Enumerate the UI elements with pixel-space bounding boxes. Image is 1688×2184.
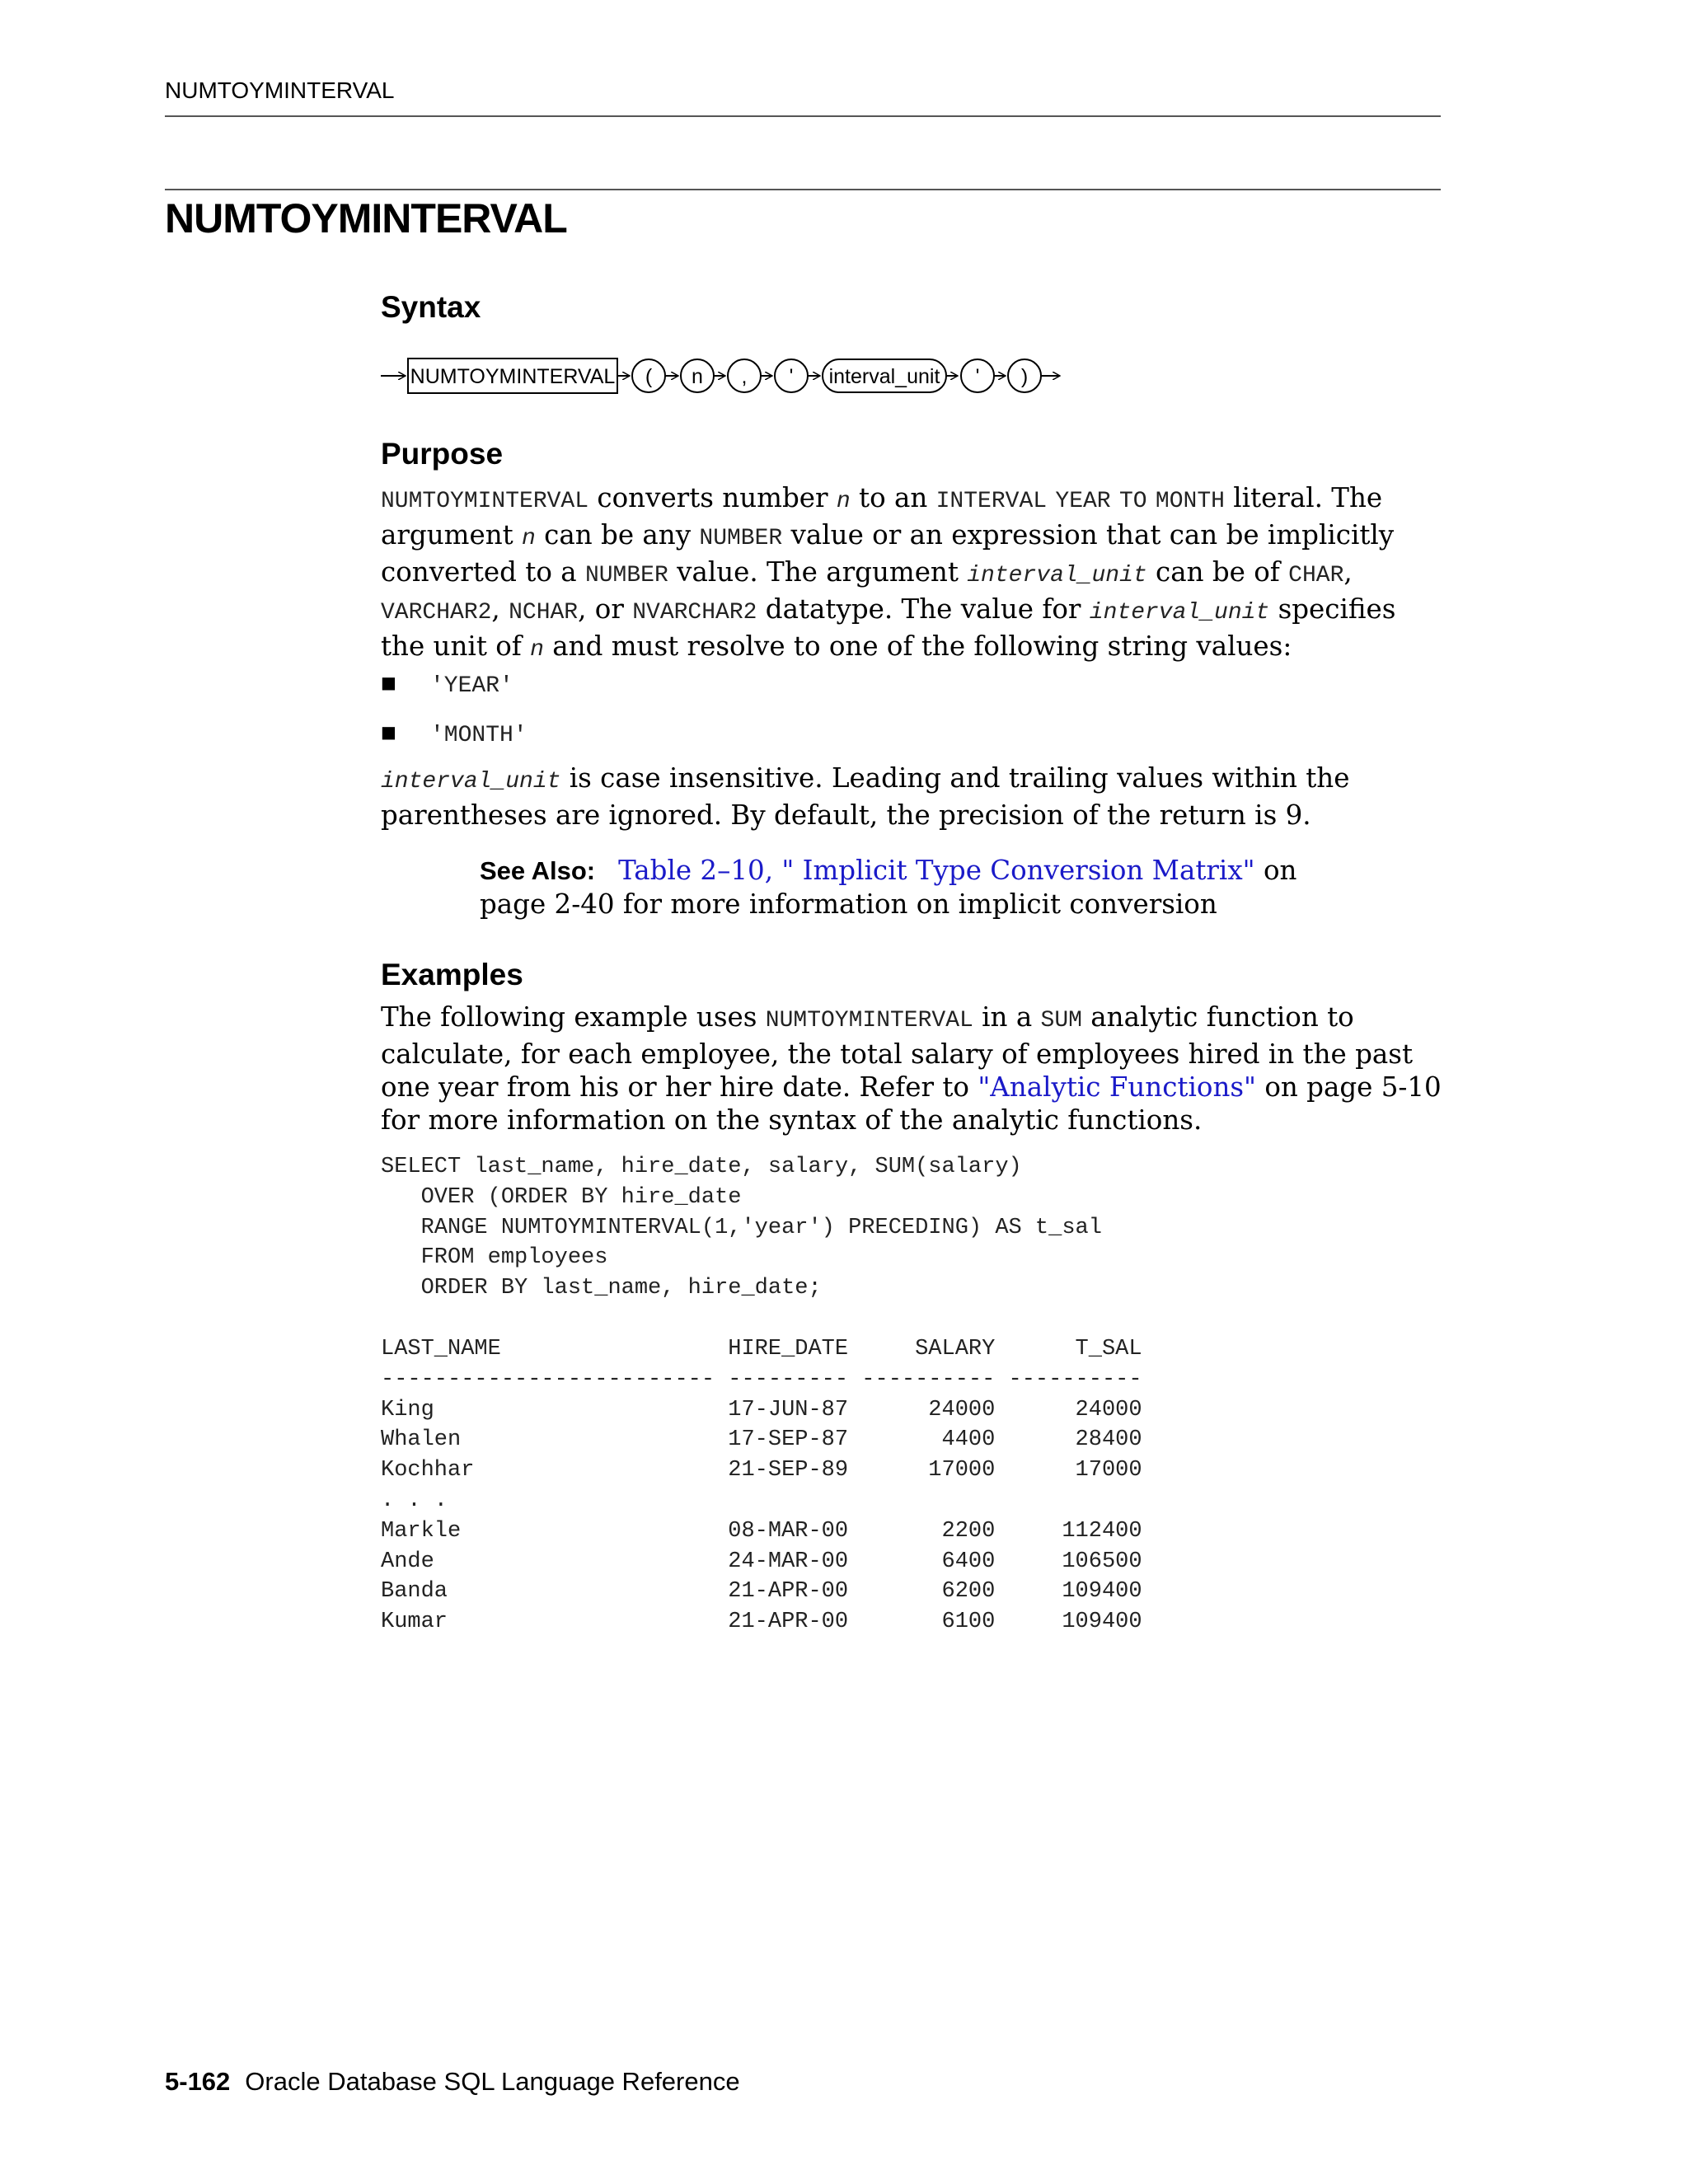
syntax-lparen: ( <box>645 365 653 388</box>
result-row: Ande 24-MAR-00 6400 106500 <box>381 1549 1142 1574</box>
page-number: 5-162 <box>165 2067 231 2096</box>
syntax-n: n <box>692 365 703 388</box>
conversion-matrix-link[interactable]: Table 2–10, " Implicit Type Conversion Matrix" <box>618 855 1255 886</box>
result-row: Markle 08-MAR-00 2200 112400 <box>381 1518 1142 1544</box>
result-row: Whalen 17-SEP-87 4400 28400 <box>381 1427 1142 1453</box>
syntax-interval-unit: interval_unit <box>828 365 940 388</box>
sql-code-block: SELECT last_name, hire_date, salary, SUM(salary) OVER (ORDER BY hire_date RANGE NUMTOYMINTERVAL(1,'year') PRECEDING) AS t_sal FROM employees ORDER BY last_name, hire_date; <box>381 1155 1102 1301</box>
result-row: Kochhar 21-SEP-89 17000 17000 <box>381 1458 1142 1483</box>
syntax-diagram <box>379 351 1063 401</box>
examples-paragraph: The following example uses NUMTOYMINTERVAL in a SUM analytic function to calculate, for each employee, the total salary of employees hired in the past one year from his or her hire date. Refer to "Analytic Functions" on page 5-10 for more information on the syntax of the analytic functions. <box>381 1001 1442 1136</box>
see-also-note: See Also: Table 2–10, " Implicit Type Conversion Matrix" on page 2-40 for more information on implicit conversion <box>480 855 1297 920</box>
page-title: NUMTOYMINTERVAL <box>165 195 567 241</box>
see-also-label: See Also: <box>480 856 596 885</box>
result-row: Banda 21-APR-00 6200 109400 <box>381 1579 1142 1605</box>
title-rule <box>165 189 1441 190</box>
running-header: NUMTOYMINTERVAL <box>165 77 395 103</box>
page-footer <box>165 2067 740 2097</box>
case-note-paragraph: interval_unit is case insensitive. Leading and trailing values within the parentheses are ignored. By default, the precision of the return is 9. <box>381 762 1350 831</box>
result-separator: ------------------------- --------- ---------- ---------- <box>381 1366 1142 1392</box>
query-result <box>381 1334 1142 1638</box>
string-values-list <box>381 666 1444 765</box>
list-item: ■ 'MONTH' <box>381 715 1444 765</box>
list-item: ■ 'YEAR' <box>381 666 1444 715</box>
examples-heading: Examples <box>381 958 523 991</box>
result-ellipsis: . . . <box>381 1488 448 1513</box>
syntax-quote-2: ' <box>975 365 980 388</box>
purpose-paragraph: NUMTOYMINTERVAL converts number n to an INTERVAL YEAR TO MONTH literal. The argument n can be any NUMBER value or an expression that can be implicitly converted to a NUMBER value. The argument interval_unit can be of CHAR, VARCHAR2, NCHAR, or NVARCHAR2 datatype. The value for interval_unit specifies the unit of n and must resolve to one of the following string values: <box>381 482 1396 663</box>
syntax-heading: Syntax <box>381 290 481 324</box>
syntax-keyword: NUMTOYMINTERVAL <box>410 365 616 388</box>
header-rule <box>165 115 1441 117</box>
syntax-rparen: ) <box>1020 365 1029 388</box>
book-title: Oracle Database SQL Language Reference <box>245 2067 740 2096</box>
result-header-row: LAST_NAME HIRE_DATE SALARY T_SAL <box>381 1337 1142 1361</box>
purpose-heading: Purpose <box>381 437 504 471</box>
analytic-functions-link[interactable]: "Analytic Functions" <box>978 1071 1257 1103</box>
syntax-comma: , <box>741 365 748 388</box>
result-row: King 17-JUN-87 24000 24000 <box>381 1397 1142 1422</box>
result-row: Kumar 21-APR-00 6100 109400 <box>381 1610 1142 1635</box>
syntax-quote-1: ' <box>789 365 794 388</box>
